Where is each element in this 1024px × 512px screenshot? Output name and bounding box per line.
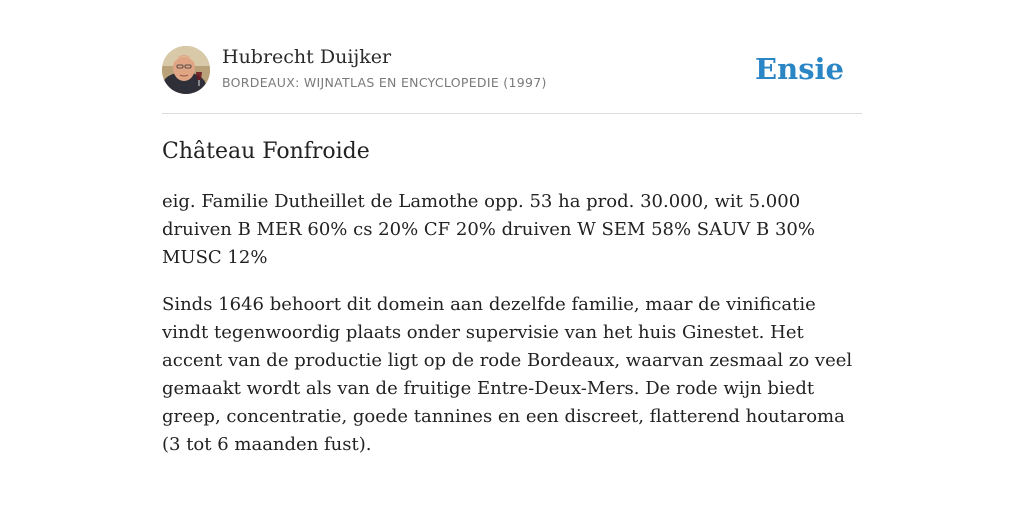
article-title: Château Fonfroide [162,139,370,164]
article [162,136,862,478]
header [162,46,862,96]
author-avatar[interactable] [162,46,210,94]
article-paragraph-specs: eig. Familie Dutheillet de Lamothe opp. 53 ha prod. 30.000, wit 5.000 druiven B MER 60% cs 20% CF 20% druiven W SEM 58% SAUV B 30% MUSC 12% [162,191,815,268]
header-divider [162,113,862,114]
source-title[interactable]: BORDEAUX: WIJNATLAS EN ENCYCLOPEDIE (1997) [222,75,547,90]
avatar-portrait-icon [162,46,210,94]
author-name[interactable]: Hubrecht Duijker [222,46,392,68]
brand-logo[interactable]: Ensie [755,52,844,86]
article-paragraph-description: Sinds 1646 behoort dit domein aan dezelfde familie, maar de vinificatie vindt tegenwoordig plaats onder supervisie van het huis Ginestet. Het accent van de productie ligt op de rode Bordeaux, waarvan zesmaal zo veel gemaakt wordt als van de fruitige Entre-Deux-Mers. De rode wijn biedt greep, concentratie, goede tannines en een discreet, flatterend houtaroma (3 tot 6 maanden fust). [162,294,853,455]
